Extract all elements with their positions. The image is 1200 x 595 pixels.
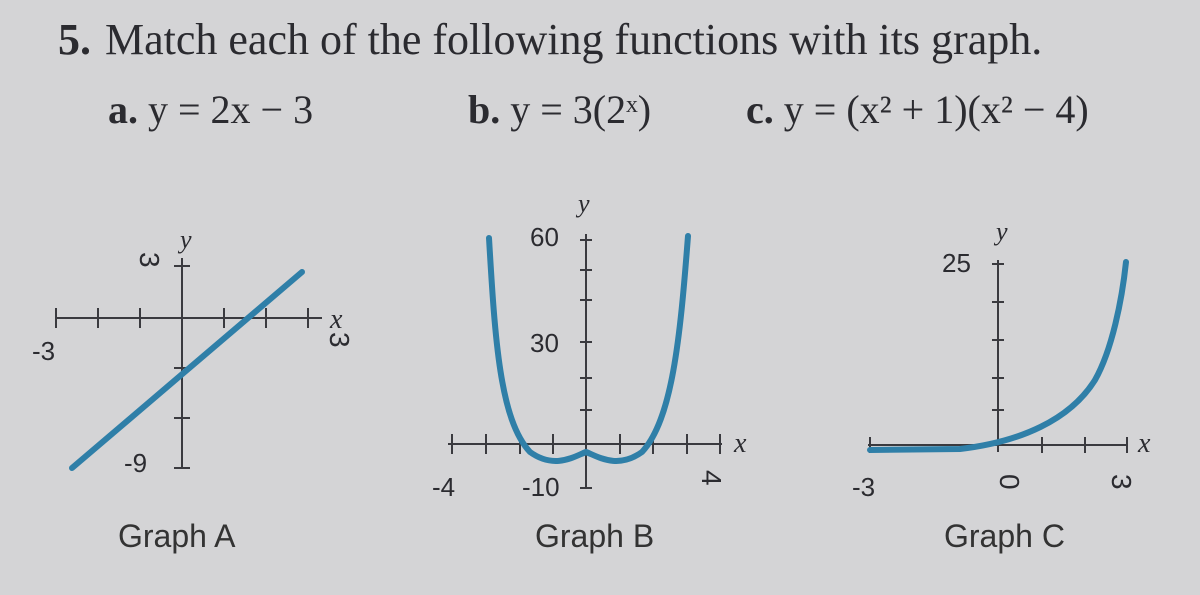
- graph-c-xtick-0: 0: [994, 474, 1025, 490]
- problem-instruction: Match each of the following functions with its graph.: [105, 15, 1043, 64]
- graph-a-caption: Graph A: [118, 518, 236, 554]
- graph-a-x-label: x: [330, 304, 343, 335]
- graph-c-y-label: y: [996, 217, 1008, 246]
- function-c-label: c.: [746, 87, 774, 132]
- graph-c-ytick-25: 25: [942, 248, 971, 278]
- graph-c: [868, 260, 1128, 453]
- graph-b-ytick-neg10: -10: [522, 472, 560, 502]
- graph-c-xtick-3: 3: [1106, 474, 1137, 490]
- graph-a-xtick-neg3: -3: [32, 336, 56, 366]
- graph-a-y-label: y: [180, 225, 192, 254]
- function-c-expr: y = (x² + 1)(x² − 4): [783, 87, 1089, 132]
- graph-a-xtick-3: 3: [324, 332, 355, 348]
- graph-a-ytick-3: 3: [134, 252, 165, 268]
- graph-b-x-label: x: [734, 428, 747, 459]
- graph-a: [55, 258, 322, 468]
- graph-a-ytick-neg9: -9: [124, 448, 148, 478]
- graph-b-ytick-60: 60: [530, 222, 559, 252]
- problem-number: 5.: [58, 15, 91, 64]
- graph-b-xtick-4: 4: [696, 470, 727, 486]
- graph-b-ytick-30: 30: [530, 328, 559, 358]
- graph-b: [448, 234, 722, 488]
- function-a-expr: y = 2x − 3: [148, 87, 314, 132]
- graph-c-x-label: x: [1138, 428, 1151, 459]
- function-b-expr: y = 3(2ˣ): [510, 87, 652, 132]
- graph-b-caption: Graph B: [535, 518, 655, 554]
- function-b-label: b.: [468, 87, 501, 132]
- graph-b-xtick-neg4: -4: [432, 472, 456, 502]
- graph-c-xtick-neg3: -3: [852, 472, 876, 502]
- graph-b-y-label: y: [578, 189, 590, 218]
- graph-c-caption: Graph C: [944, 518, 1065, 554]
- graph-a-curve: [72, 272, 302, 468]
- function-a-label: a.: [108, 87, 138, 132]
